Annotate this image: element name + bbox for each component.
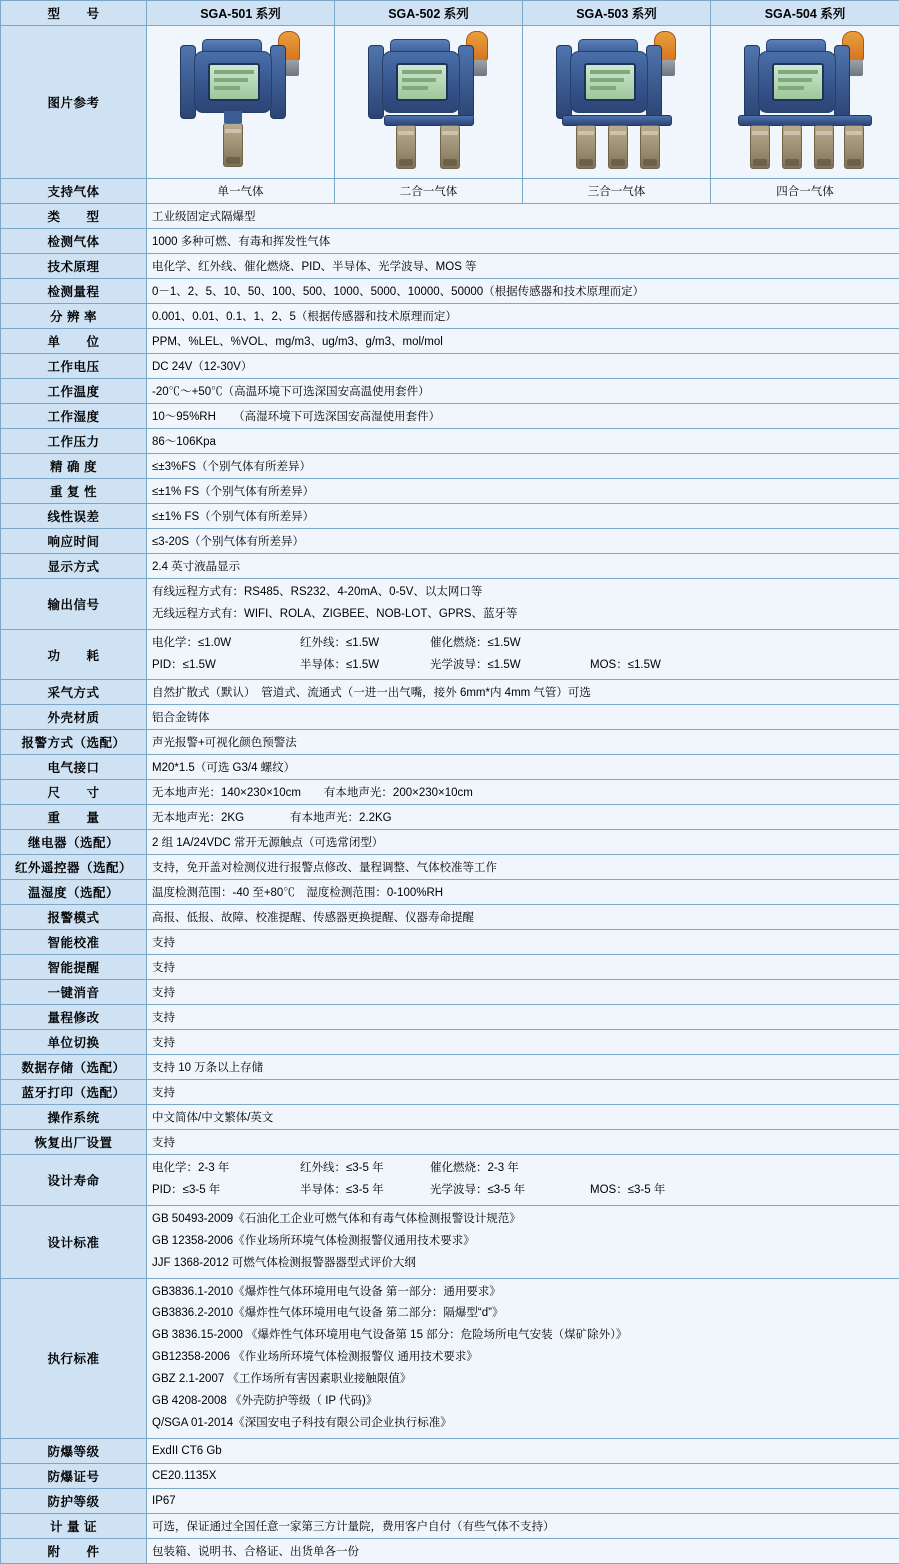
row-value-sampling-method: 自然扩散式（默认） 管道式、流通式（一进一出气嘴，接外 6mm*内 4mm 气管）可选 (147, 680, 899, 705)
table-row-detected-gas (1, 229, 899, 254)
output-line-wireless: 无线远程方式有：WIFI、ROLA、ZIGBEE、NOB-LOT、GPRS、蓝牙等 (152, 604, 894, 626)
table-row-relay (1, 830, 899, 855)
table-row-operating-system (1, 1105, 899, 1130)
screen-line-1 (778, 70, 818, 74)
row-value-electrical-interface: M20*1.5（可选 G3/4 螺纹） (147, 755, 899, 780)
row-label-housing-material: 外壳材质 (1, 705, 147, 730)
lifespan-item-semiconductor: 半导体：≤3-5 年 (300, 1180, 430, 1202)
lifespan-item-optical-waveguide: 光学波导：≤3-5 年 (430, 1180, 590, 1202)
row-label-technical-principle: 技术原理 (1, 254, 147, 279)
table-row-execution-standard (1, 1278, 899, 1438)
row-value-temp-humidity: 温度检测范围：-40 至+80℃ 湿度检测范围：0-100%RH (147, 880, 899, 905)
gas-sensor-probe (576, 125, 596, 169)
device-body (758, 51, 836, 113)
model-header-4: SGA-504 系列 (711, 1, 899, 26)
row-value-relay: 2 组 1A/24VDC 常开无源触点（可选常闭型） (147, 830, 899, 855)
table-row-explosion-proof-certificate (1, 1463, 899, 1488)
row-label-explosion-proof-certificate: 防爆证号 (1, 1463, 147, 1488)
table-row-range-modification (1, 1005, 899, 1030)
execution-standard-line-1: GB3836.1-2010《爆炸性气体环境用电气设备 第一部分：通用要求》 (152, 1282, 894, 1304)
gas-sensor-probe (223, 123, 243, 167)
row-value-linearity-error: ≤±1% FS（个别气体有所差异） (147, 504, 899, 529)
row-value-display-mode: 2.4 英寸液晶显示 (147, 554, 899, 579)
row-label-design-standard: 设计标准 (1, 1206, 147, 1279)
table-row-model-header (1, 1, 899, 26)
table-row-factory-reset (1, 1130, 899, 1155)
row-value-protection-grade: IP67 (147, 1488, 899, 1513)
table-row-explosion-proof-grade (1, 1438, 899, 1463)
row-label-detected-gas: 检测气体 (1, 229, 147, 254)
table-row-working-voltage (1, 354, 899, 379)
row-value-output-signal (147, 579, 899, 630)
device-body (382, 51, 460, 113)
table-row-dimensions (1, 780, 899, 805)
row-label-unit-switch: 单位切换 (1, 1030, 147, 1055)
screen-line-3 (778, 86, 804, 90)
table-row-data-storage (1, 1055, 899, 1080)
table-row-accessories (1, 1538, 899, 1563)
gas-sensor-probe (814, 125, 834, 169)
execution-standard-line-4: GB12358-2006 《作业场所环境气体检测报警仪 通用技术要求》 (152, 1347, 894, 1369)
table-row-design-standard (1, 1206, 899, 1279)
row-value-accuracy: ≤±3%FS（个别气体有所差异） (147, 454, 899, 479)
row-label-image-reference: 图片参考 (1, 26, 147, 179)
row-value-working-humidity: 10～95%RH （高湿环境下可选深国安高湿使用套件） (147, 404, 899, 429)
row-label-execution-standard: 执行标准 (1, 1278, 147, 1438)
screen-line-1 (402, 70, 442, 74)
row-label-power-consumption: 功 耗 (1, 629, 147, 680)
row-value-repeatability: ≤±1% FS（个别气体有所差异） (147, 479, 899, 504)
table-row-alarm-method (1, 730, 899, 755)
row-value-smart-reminder: 支持 (147, 955, 899, 980)
detector-illustration-4 (730, 29, 880, 175)
row-label-electrical-interface: 电气接口 (1, 755, 147, 780)
table-row-electrical-interface (1, 755, 899, 780)
table-row-housing-material (1, 705, 899, 730)
row-value-data-storage: 支持 10 万条以上存储 (147, 1055, 899, 1080)
row-label-sampling-method: 采气方式 (1, 680, 147, 705)
model-header-2: SGA-502 系列 (335, 1, 523, 26)
power-item-pid: PID：≤1.5W (152, 655, 300, 677)
screen-line-2 (214, 78, 248, 82)
row-label-operating-system: 操作系统 (1, 1105, 147, 1130)
row-value-measuring-range: 0－1、2、5、10、50、100、500、1000、5000、10000、50000（根据传感器和技术原理而定） (147, 279, 899, 304)
lifespan-item-pid: PID：≤3-5 年 (152, 1180, 300, 1202)
row-value-smart-calibration: 支持 (147, 930, 899, 955)
table-row-metering-certificate (1, 1513, 899, 1538)
power-item-mos: MOS：≤1.5W (590, 655, 661, 677)
row-label-range-modification: 量程修改 (1, 1005, 147, 1030)
table-row-gas-support (1, 179, 899, 204)
screen-line-1 (590, 70, 630, 74)
execution-standard-line-5: GBZ 2.1-2007 《工作场所有害因素职业接触限值》 (152, 1369, 894, 1391)
lifespan-line-2 (152, 1180, 894, 1202)
design-standard-line-2: GB 12358-2006《作业场所环境气体检测报警仪通用技术要求》 (152, 1231, 894, 1253)
detector-illustration-1 (166, 29, 316, 175)
table-row-sampling-method (1, 680, 899, 705)
table-row-bluetooth-print (1, 1080, 899, 1105)
device-screen (208, 63, 260, 101)
row-label-type: 类 型 (1, 204, 147, 229)
table-row-one-key-mute (1, 980, 899, 1005)
row-label-working-voltage: 工作电压 (1, 354, 147, 379)
row-value-working-pressure: 86～106Kpa (147, 429, 899, 454)
row-value-accessories: 包装箱、说明书、合格证、出货单各一份 (147, 1538, 899, 1563)
row-value-technical-principle: 电化学、红外线、催化燃烧、PID、半导体、光学波导、MOS 等 (147, 254, 899, 279)
screen-line-3 (590, 86, 616, 90)
table-row-power-consumption (1, 629, 899, 680)
table-row-repeatability (1, 479, 899, 504)
gas-sensor-probe (782, 125, 802, 169)
power-item-electrochemical: 电化学：≤1.0W (152, 633, 300, 655)
row-value-explosion-proof-grade: ExdII CT6 Gb (147, 1438, 899, 1463)
gas-sensor-probe (750, 125, 770, 169)
row-label-alarm-mode: 报警模式 (1, 905, 147, 930)
gas-sensor-probe (440, 125, 460, 169)
row-value-alarm-method: 声光报警+可视化颜色预警法 (147, 730, 899, 755)
table-row-response-time (1, 529, 899, 554)
gas-sensor-probe (640, 125, 660, 169)
row-value-factory-reset: 支持 (147, 1130, 899, 1155)
row-value-power-consumption (147, 629, 899, 680)
power-line-1 (152, 633, 894, 655)
table-row-design-lifespan (1, 1155, 899, 1206)
row-value-response-time: ≤3-20S（个别气体有所差异） (147, 529, 899, 554)
device-image-4 (711, 26, 899, 179)
detector-illustration-2 (354, 29, 504, 175)
row-value-operating-system: 中文简体/中文繁体/英文 (147, 1105, 899, 1130)
execution-standard-line-6: GB 4208-2008 《外壳防护等级（ IP 代码)》 (152, 1391, 894, 1413)
lifespan-item-electrochemical: 电化学：2-3 年 (152, 1158, 300, 1180)
row-label-linearity-error: 线性误差 (1, 504, 147, 529)
lifespan-item-catalytic: 催化燃烧：2-3 年 (430, 1158, 519, 1180)
row-label-smart-calibration: 智能校准 (1, 930, 147, 955)
row-label-working-pressure: 工作压力 (1, 429, 147, 454)
device-right-lid (834, 45, 850, 119)
table-row-smart-calibration (1, 930, 899, 955)
row-label-design-lifespan: 设计寿命 (1, 1155, 147, 1206)
row-label-temp-humidity: 温湿度（选配） (1, 880, 147, 905)
power-item-catalytic: 催化燃烧：≤1.5W (430, 633, 521, 655)
row-label-response-time: 响应时间 (1, 529, 147, 554)
row-value-metering-certificate: 可选，保证通过全国任意一家第三方计量院，费用客户自付（有些气体不支持） (147, 1513, 899, 1538)
gas-support-value-4: 四合一气体 (711, 179, 899, 204)
row-value-resolution: 0.001、0.01、0.1、1、2、5（根据传感器和技术原理而定） (147, 304, 899, 329)
gas-sensor-probe (396, 125, 416, 169)
table-row-working-temperature (1, 379, 899, 404)
device-body (570, 51, 648, 113)
design-standard-line-3: JJF 1368-2012 可燃气体检测报警器器型式评价大纲 (152, 1253, 894, 1275)
row-value-unit: PPM、%LEL、%VOL、mg/m3、ug/m3、g/m3、mol/mol (147, 329, 899, 354)
table-row-weight (1, 805, 899, 830)
execution-standard-line-3: GB 3836.15-2000 《爆炸性气体环境用电气设备第 15 部分：危险场所电气安装（煤矿除外）》 (152, 1325, 894, 1347)
table-row-working-pressure (1, 429, 899, 454)
row-label-gas-support: 支持气体 (1, 179, 147, 204)
device-neck (224, 111, 242, 123)
screen-line-1 (214, 70, 254, 74)
row-value-detected-gas: 1000 多种可燃、有毒和挥发性气体 (147, 229, 899, 254)
execution-standard-line-7: Q/SGA 01-2014《深国安电子科技有限公司企业执行标准》 (152, 1413, 894, 1435)
row-label-one-key-mute: 一键消音 (1, 980, 147, 1005)
row-label-measuring-range: 检测量程 (1, 279, 147, 304)
row-label-repeatability: 重 复 性 (1, 479, 147, 504)
row-value-unit-switch: 支持 (147, 1030, 899, 1055)
device-right-lid (458, 45, 474, 119)
row-label-working-temperature: 工作温度 (1, 379, 147, 404)
table-row-resolution (1, 304, 899, 329)
row-label-resolution: 分 辨 率 (1, 304, 147, 329)
table-row-working-humidity (1, 404, 899, 429)
execution-standard-line-2: GB3836.2-2010《爆炸性气体环境用电气设备 第二部分：隔爆型“d”》 (152, 1303, 894, 1325)
row-label-alarm-method: 报警方式（选配） (1, 730, 147, 755)
lifespan-item-infrared: 红外线：≤3-5 年 (300, 1158, 430, 1180)
row-label-data-storage: 数据存储（选配） (1, 1055, 147, 1080)
row-label-bluetooth-print: 蓝牙打印（选配） (1, 1080, 147, 1105)
device-image-1 (147, 26, 335, 179)
screen-line-2 (402, 78, 436, 82)
row-value-range-modification: 支持 (147, 1005, 899, 1030)
table-row-display-mode (1, 554, 899, 579)
lifespan-item-mos: MOS：≤3-5 年 (590, 1180, 665, 1202)
design-standard-line-1: GB 50493-2009《石油化工企业可燃气体和有毒气体检测报警设计规范》 (152, 1209, 894, 1231)
power-line-2 (152, 655, 894, 677)
model-header-1: SGA-501 系列 (147, 1, 335, 26)
detector-illustration-3 (542, 29, 692, 175)
row-value-design-standard (147, 1206, 899, 1279)
power-item-infrared: 红外线：≤1.5W (300, 633, 430, 655)
gas-support-value-3: 三合一气体 (523, 179, 711, 204)
row-value-bluetooth-print: 支持 (147, 1080, 899, 1105)
row-label-dimensions: 尺 寸 (1, 780, 147, 805)
row-label-output-signal: 输出信号 (1, 579, 147, 630)
row-label-relay: 继电器（选配） (1, 830, 147, 855)
output-line-wired: 有线远程方式有：RS485、RS232、4-20mA、0-5V、以太网口等 (152, 582, 894, 604)
row-label-model: 型 号 (1, 1, 147, 26)
row-value-weight: 无本地声光：2KG 有本地声光：2.2KG (147, 805, 899, 830)
row-value-type: 工业级固定式隔爆型 (147, 204, 899, 229)
power-item-semiconductor: 半导体：≤1.5W (300, 655, 430, 677)
screen-line-3 (402, 86, 428, 90)
row-label-accuracy: 精 确 度 (1, 454, 147, 479)
table-row-ir-remote (1, 855, 899, 880)
row-value-housing-material: 铝合金铸体 (147, 705, 899, 730)
table-row-smart-reminder (1, 955, 899, 980)
row-value-execution-standard (147, 1278, 899, 1438)
device-right-lid (646, 45, 662, 119)
gas-support-value-2: 二合一气体 (335, 179, 523, 204)
row-value-dimensions: 无本地声光：140×230×10cm 有本地声光：200×230×10cm (147, 780, 899, 805)
row-label-factory-reset: 恢复出厂设置 (1, 1130, 147, 1155)
table-row-technical-principle (1, 254, 899, 279)
table-row-temp-humidity (1, 880, 899, 905)
row-label-working-humidity: 工作湿度 (1, 404, 147, 429)
table-row-protection-grade (1, 1488, 899, 1513)
gas-sensor-probe (608, 125, 628, 169)
row-label-protection-grade: 防护等级 (1, 1488, 147, 1513)
screen-line-2 (778, 78, 812, 82)
table-row-unit (1, 329, 899, 354)
device-body (194, 51, 272, 113)
table-row-alarm-mode (1, 905, 899, 930)
row-label-accessories: 附 件 (1, 1538, 147, 1563)
device-right-lid (270, 45, 286, 119)
device-image-2 (335, 26, 523, 179)
row-value-working-temperature: -20℃～+50℃（高温环境下可选深国安高温使用套件） (147, 379, 899, 404)
row-label-ir-remote: 红外遥控器（选配） (1, 855, 147, 880)
device-screen (396, 63, 448, 101)
gas-sensor-probe (844, 125, 864, 169)
row-label-display-mode: 显示方式 (1, 554, 147, 579)
gas-support-value-1: 单一气体 (147, 179, 335, 204)
row-value-explosion-proof-certificate: CE20.1135X (147, 1463, 899, 1488)
table-row-linearity-error (1, 504, 899, 529)
device-image-3 (523, 26, 711, 179)
device-screen (584, 63, 636, 101)
table-row-unit-switch (1, 1030, 899, 1055)
table-row-accuracy (1, 454, 899, 479)
row-label-weight: 重 量 (1, 805, 147, 830)
row-value-ir-remote: 支持，免开盖对检测仪进行报警点修改、量程调整、气体校准等工作 (147, 855, 899, 880)
row-label-explosion-proof-grade: 防爆等级 (1, 1438, 147, 1463)
row-label-smart-reminder: 智能提醒 (1, 955, 147, 980)
table-row-image-reference (1, 26, 899, 179)
row-value-design-lifespan (147, 1155, 899, 1206)
row-label-unit: 单 位 (1, 329, 147, 354)
table-row-measuring-range (1, 279, 899, 304)
screen-line-2 (590, 78, 624, 82)
table-row-type (1, 204, 899, 229)
row-label-metering-certificate: 计 量 证 (1, 1513, 147, 1538)
power-item-optical-waveguide: 光学波导：≤1.5W (430, 655, 590, 677)
model-header-3: SGA-503 系列 (523, 1, 711, 26)
table-row-output-signal (1, 579, 899, 630)
screen-line-3 (214, 86, 240, 90)
row-value-working-voltage: DC 24V（12-30V） (147, 354, 899, 379)
row-value-one-key-mute: 支持 (147, 980, 899, 1005)
row-value-alarm-mode: 高报、低报、故障、校准提醒、传感器更换提醒、仪器寿命提醒 (147, 905, 899, 930)
device-screen (772, 63, 824, 101)
lifespan-line-1 (152, 1158, 894, 1180)
